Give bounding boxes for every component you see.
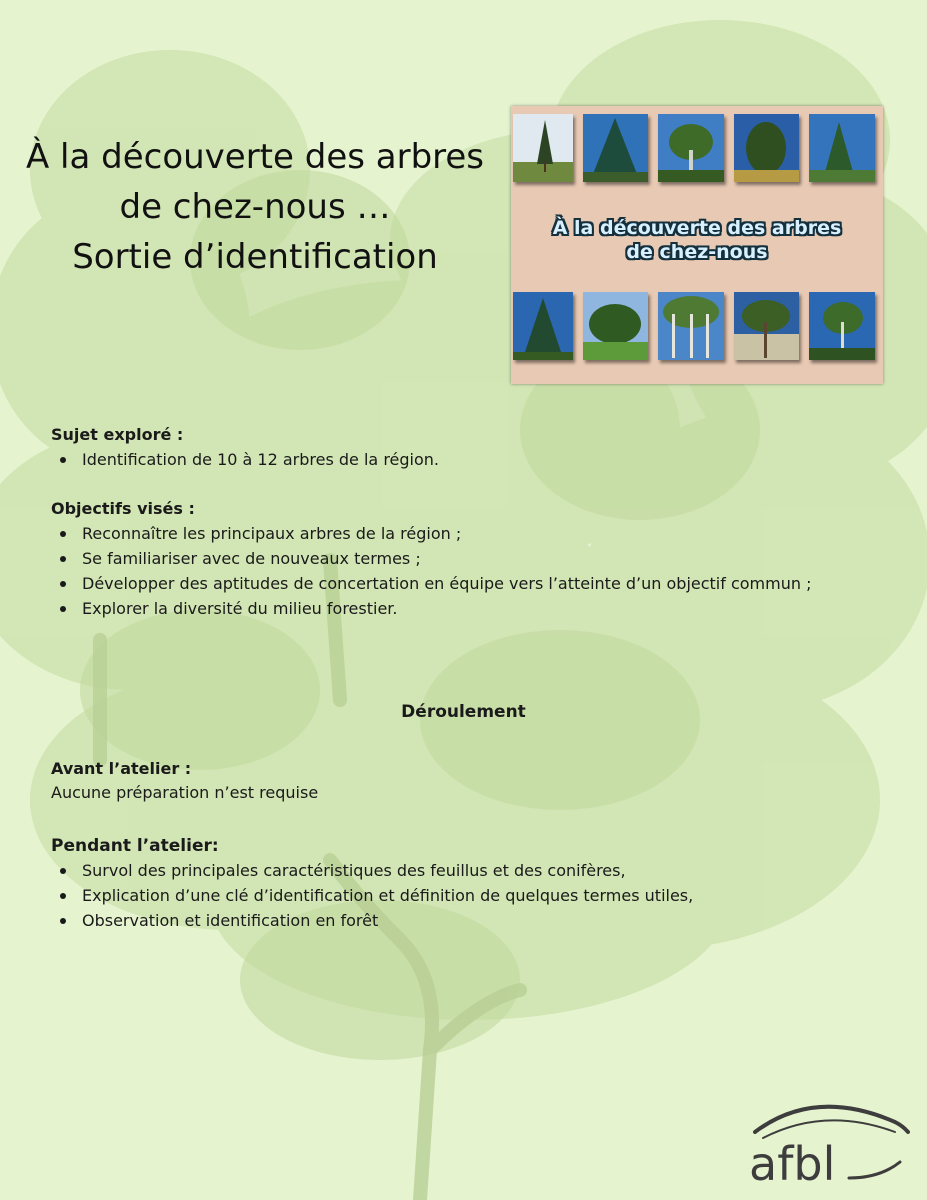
objectifs-heading: Objectifs visés : <box>51 499 195 518</box>
tree-photo-7 <box>583 292 648 360</box>
objectifs-item: Développer des aptitudes de concertation en équipe vers l’atteinte d’un objectif commun ; <box>82 571 811 596</box>
objectifs-item: Se familiariser avec de nouveaux termes ; <box>82 546 811 571</box>
afbl-logo <box>745 1092 910 1187</box>
tree-photo-4 <box>734 114 799 182</box>
section-pendant <box>51 834 693 933</box>
pendant-list <box>51 858 693 933</box>
pendant-heading: Pendant l’atelier: <box>51 836 219 856</box>
title-line-1: À la découverte des arbres <box>25 137 485 177</box>
tree-photo-9 <box>734 292 799 360</box>
avant-text: Aucune préparation n’est requise <box>51 783 319 802</box>
title-line-2: de chez-nous … <box>119 187 391 227</box>
objectifs-item: Explorer la diversité du milieu forestier. <box>82 596 811 621</box>
poster-image <box>511 106 883 384</box>
tree-photo-6 <box>513 292 573 360</box>
poster-caption-line-2: de chez-nous <box>626 241 768 263</box>
deroulement-heading: Déroulement <box>401 702 526 722</box>
section-objectifs <box>51 497 811 621</box>
sujet-list <box>51 447 439 472</box>
objectifs-item: Reconnaître les principaux arbres de la région ; <box>82 521 811 546</box>
section-avant <box>51 757 318 805</box>
pendant-item: Explication d’une clé d’identification et définition de quelques termes utiles, <box>82 883 693 908</box>
sujet-item: Identification de 10 à 12 arbres de la région. <box>82 447 439 472</box>
poster-caption <box>511 216 883 264</box>
title-line-3: Sortie d’identification <box>72 237 438 277</box>
sujet-heading: Sujet exploré : <box>51 425 184 444</box>
section-sujet <box>51 423 439 472</box>
poster-caption-line-1: À la découverte des arbres <box>552 217 842 239</box>
tree-photo-2 <box>583 114 648 182</box>
tree-photo-1 <box>513 114 573 182</box>
tree-photo-3 <box>658 114 724 182</box>
objectifs-list <box>51 521 811 621</box>
pendant-item: Observation et identification en forêt <box>82 908 693 933</box>
pendant-item: Survol des principales caractéristiques des feuillus et des conifères, <box>82 858 693 883</box>
tree-photo-8 <box>658 292 724 360</box>
avant-heading: Avant l’atelier : <box>51 759 192 778</box>
logo-text: afbl <box>749 1137 836 1187</box>
tree-photo-10 <box>809 292 875 360</box>
tree-photo-5 <box>809 114 875 182</box>
page-title <box>20 132 490 282</box>
